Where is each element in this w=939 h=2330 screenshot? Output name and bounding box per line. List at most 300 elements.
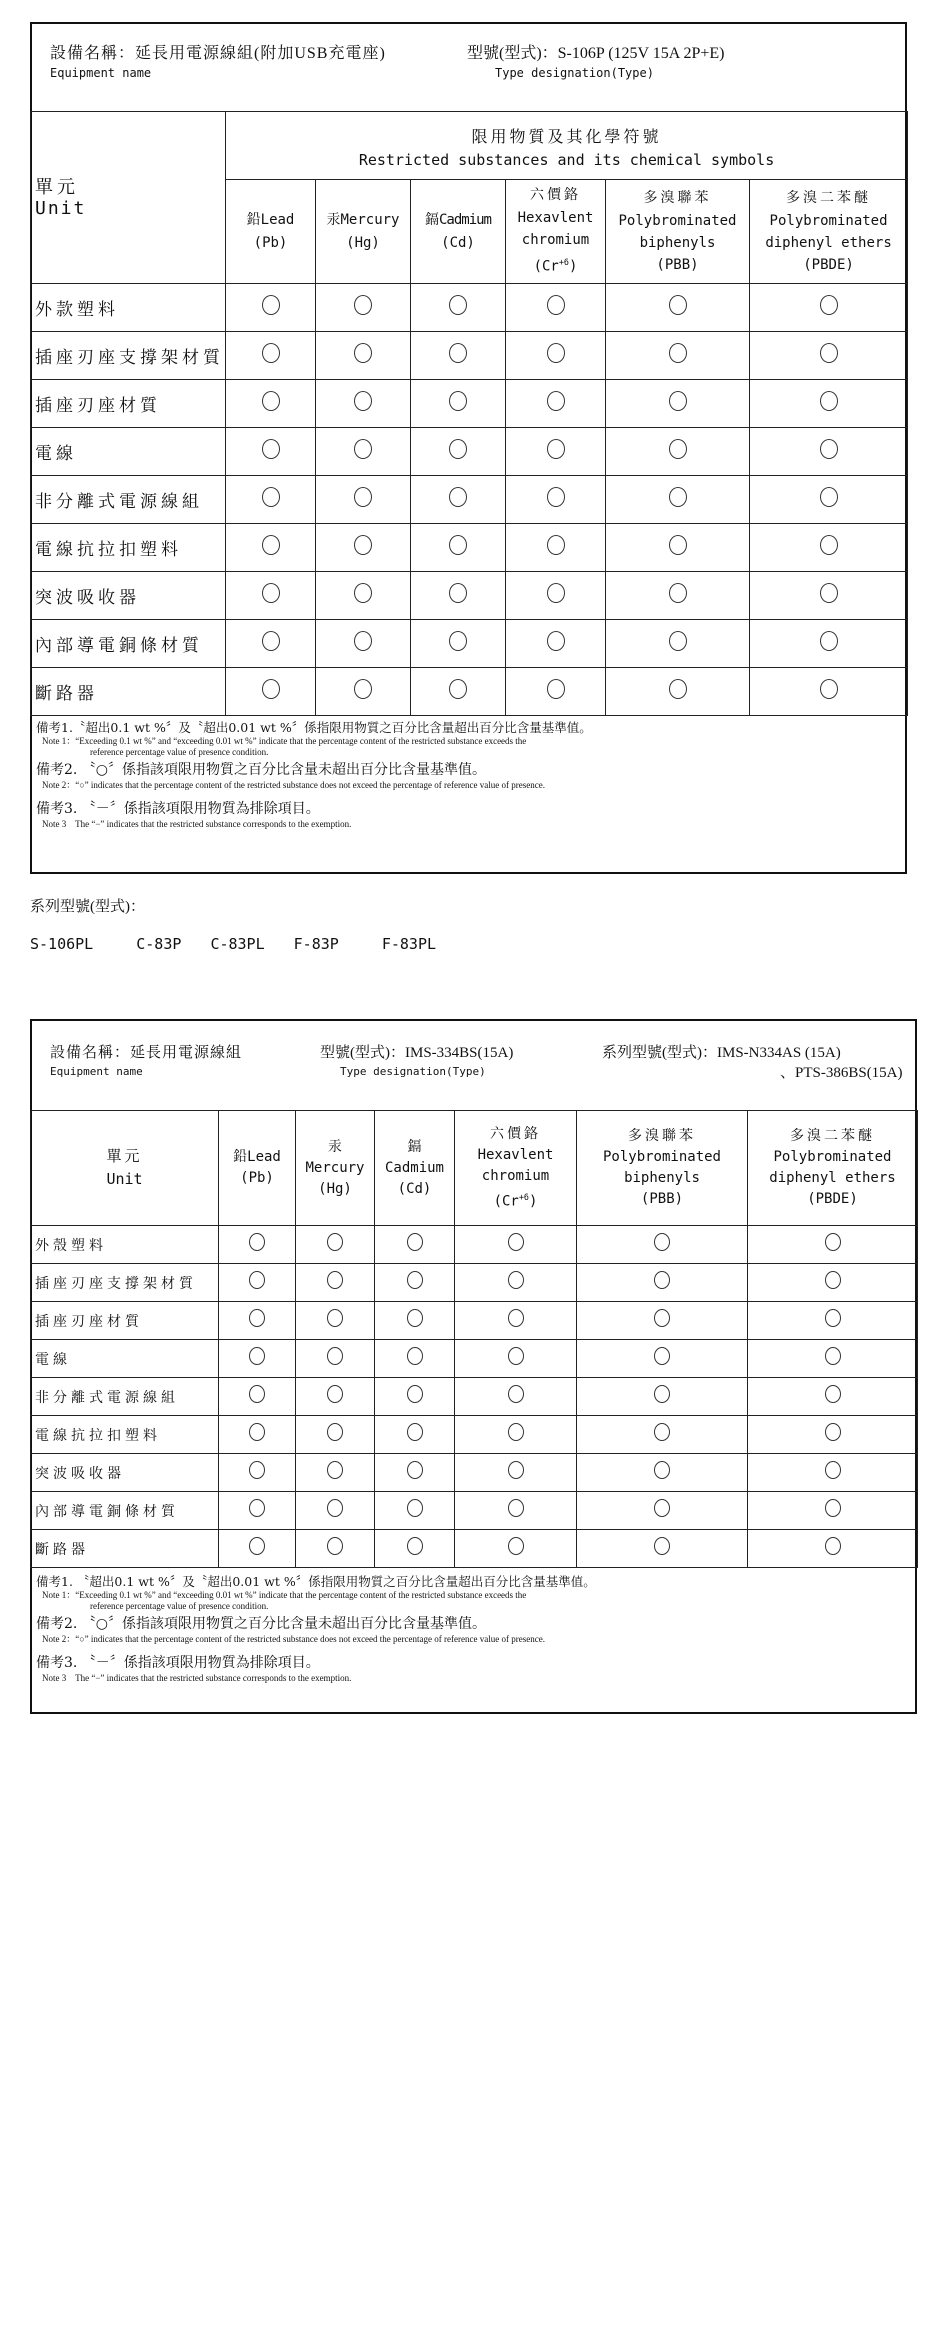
compliance-cell [226, 572, 316, 620]
circle-mark-icon [327, 1271, 343, 1289]
circle-mark-icon [508, 1309, 524, 1327]
compliance-cell [606, 332, 750, 380]
series-model: C-83PL [210, 935, 265, 953]
table-row [31, 284, 908, 332]
unit-name: 非分離式電源線組 [31, 476, 226, 524]
circle-mark-icon [354, 487, 372, 507]
col-pbb: 多溴聯苯 Polybrominated biphenyls (PBB) [606, 180, 750, 284]
circle-mark-icon [547, 343, 565, 363]
type-designation-en: Type designation(Type) [495, 66, 654, 80]
circle-mark-icon [669, 391, 687, 411]
compliance-cell [750, 428, 908, 476]
circle-mark-icon [825, 1233, 841, 1251]
circle-mark-icon [449, 343, 467, 363]
circle-mark-icon [654, 1461, 670, 1479]
note3-cn: 備考3. 〝－〞係指該項限用物質為排除項目。 [36, 1655, 320, 1671]
compliance-cell [506, 524, 606, 572]
circle-mark-icon [249, 1499, 265, 1517]
circle-mark-icon [669, 679, 687, 699]
compliance-cell [219, 1416, 296, 1454]
table-row [31, 668, 908, 716]
unit-name: 突波吸收器 [31, 572, 226, 620]
col-pbde: 多溴二苯醚 Polybrominated diphenyl ethers (PBDE) [748, 1111, 918, 1226]
compliance-cell [226, 620, 316, 668]
circle-mark-icon [449, 679, 467, 699]
note2-en: Note 2：“○” indicates that the percentage content of the restricted substance does not exceed the percentage of reference value of presence. [42, 780, 545, 790]
compliance-cell [748, 1492, 918, 1530]
compliance-cell [506, 620, 606, 668]
circle-mark-icon [249, 1537, 265, 1555]
circle-mark-icon [820, 343, 838, 363]
circle-mark-icon [407, 1309, 423, 1327]
circle-mark-icon [669, 583, 687, 603]
compliance-cell [375, 1264, 455, 1302]
compliance-cell [748, 1302, 918, 1340]
circle-mark-icon [825, 1385, 841, 1403]
compliance-cell [750, 668, 908, 716]
circle-mark-icon [327, 1423, 343, 1441]
table-row [31, 1226, 918, 1264]
substances-title-cn: 限用物質及其化學符號 [471, 128, 662, 146]
circle-mark-icon [249, 1461, 265, 1479]
compliance-cell [219, 1378, 296, 1416]
circle-mark-icon [407, 1271, 423, 1289]
compliance-cell [219, 1454, 296, 1492]
substances-title-en: Restricted substances and its chemical symbols [358, 150, 775, 169]
circle-mark-icon [449, 295, 467, 315]
circle-mark-icon [262, 439, 280, 459]
circle-mark-icon [820, 583, 838, 603]
note2-cn: 備考2. 〝○〞係指該項限用物質之百分比含量未超出百分比含量基準值。 [36, 1616, 487, 1632]
table1-notes [36, 720, 896, 830]
col-lead: 鉛Lead (Pb) [226, 180, 316, 284]
compliance-cell [316, 284, 411, 332]
table1-body [31, 284, 908, 716]
compliance-cell [296, 1378, 375, 1416]
circle-mark-icon [820, 295, 838, 315]
compliance-cell [411, 524, 506, 572]
col-hexavalent-chromium: 六價鉻 Hexavlent chromium $(Cr^{+6})$ [455, 1111, 577, 1226]
compliance-cell [748, 1530, 918, 1568]
circle-mark-icon [669, 631, 687, 651]
series-models [30, 935, 436, 953]
circle-mark-icon [654, 1423, 670, 1441]
circle-mark-icon [449, 583, 467, 603]
circle-mark-icon [508, 1385, 524, 1403]
compliance-cell [316, 428, 411, 476]
compliance-cell [296, 1416, 375, 1454]
circle-mark-icon [820, 391, 838, 411]
col-lead: 鉛Lead (Pb) [219, 1111, 296, 1226]
unit-header [31, 112, 226, 284]
unit-name: 外殼塑料 [31, 1226, 219, 1264]
circle-mark-icon [508, 1271, 524, 1289]
unit-header [31, 1111, 219, 1226]
circle-mark-icon [262, 631, 280, 651]
table-row [31, 1264, 918, 1302]
circle-mark-icon [820, 631, 838, 651]
unit-name: 內部導電銅條材質 [31, 1492, 219, 1530]
unit-name: 外款塑料 [31, 284, 226, 332]
compliance-cell [606, 380, 750, 428]
compliance-cell [455, 1454, 577, 1492]
compliance-cell [455, 1264, 577, 1302]
compliance-cell [577, 1302, 748, 1340]
table2-body [31, 1226, 918, 1568]
type-designation-en: Type designation(Type) [340, 1065, 486, 1078]
compliance-cell [577, 1226, 748, 1264]
circle-mark-icon [825, 1309, 841, 1327]
circle-mark-icon [508, 1347, 524, 1365]
compliance-cell [316, 668, 411, 716]
compliance-cell [606, 284, 750, 332]
unit-header-cn: 單元 [106, 1149, 143, 1165]
note3-cn: 備考3. 〝－〞係指該項限用物質為排除項目。 [36, 801, 320, 817]
compliance-cell [577, 1264, 748, 1302]
compliance-cell [411, 380, 506, 428]
col-mercury: 汞 Mercury (Hg) [296, 1111, 375, 1226]
compliance-cell [750, 476, 908, 524]
circle-mark-icon [547, 487, 565, 507]
compliance-cell [296, 1302, 375, 1340]
unit-name: 插座刃座材質 [31, 380, 226, 428]
compliance-cell [316, 620, 411, 668]
table-row [31, 524, 908, 572]
compliance-cell [375, 1378, 455, 1416]
compliance-cell [219, 1264, 296, 1302]
circle-mark-icon [327, 1499, 343, 1517]
circle-mark-icon [654, 1309, 670, 1327]
compliance-cell [577, 1492, 748, 1530]
note1-en: Note 1：“Exceeding 0.1 wt %” and “exceeding 0.01 wt %” indicate that the percentage content of the restricted substance exceeds the [42, 1590, 527, 1600]
compliance-cell [296, 1492, 375, 1530]
col-cadmium: 鎘 Cadmium (Cd) [375, 1111, 455, 1226]
circle-mark-icon [262, 487, 280, 507]
circle-mark-icon [262, 583, 280, 603]
circle-mark-icon [825, 1461, 841, 1479]
note3-en: Note 3 The “−” indicates that the restricted substance corresponds to the exemption. [42, 819, 352, 829]
circle-mark-icon [354, 631, 372, 651]
circle-mark-icon [407, 1499, 423, 1517]
circle-mark-icon [249, 1309, 265, 1327]
unit-header-en: Unit [35, 197, 87, 219]
circle-mark-icon [449, 535, 467, 555]
compliance-cell [455, 1492, 577, 1530]
compliance-cell [375, 1340, 455, 1378]
circle-mark-icon [249, 1347, 265, 1365]
circle-mark-icon [407, 1461, 423, 1479]
compliance-cell [219, 1302, 296, 1340]
compliance-cell [455, 1416, 577, 1454]
compliance-cell [226, 332, 316, 380]
compliance-cell [748, 1226, 918, 1264]
circle-mark-icon [820, 535, 838, 555]
compliance-cell [226, 668, 316, 716]
compliance-cell [577, 1340, 748, 1378]
type-designation-cn: 型號(型式)：IMS-334BS(15A) [320, 1045, 514, 1061]
series-model: F-83PL [381, 935, 437, 953]
circle-mark-icon [654, 1385, 670, 1403]
equipment-name-en: Equipment name [50, 1065, 143, 1078]
note1-cn: 備考1. 〝超出0.1 wt %〞及〝超出0.01 wt %〞係指限用物質之百分比含量超出百分比含量基準值。 [36, 1574, 596, 1589]
col-mercury: 汞Mercury (Hg) [316, 180, 411, 284]
circle-mark-icon [654, 1233, 670, 1251]
table-row [31, 1302, 918, 1340]
compliance-cell [606, 476, 750, 524]
circle-mark-icon [327, 1385, 343, 1403]
compliance-cell [296, 1226, 375, 1264]
circle-mark-icon [654, 1537, 670, 1555]
compliance-cell [506, 284, 606, 332]
note1-en: Note 1：“Exceeding 0.1 wt %” and “exceeding 0.01 wt %” indicate that the percentage content of the restricted substance exceeds the [42, 736, 527, 746]
circle-mark-icon [825, 1271, 841, 1289]
circle-mark-icon [820, 439, 838, 459]
circle-mark-icon [327, 1233, 343, 1251]
circle-mark-icon [327, 1309, 343, 1327]
table-row [31, 1454, 918, 1492]
unit-header-en: Unit [106, 1170, 143, 1188]
compliance-cell [316, 332, 411, 380]
unit-name: 插座刃座材質 [31, 1302, 219, 1340]
circle-mark-icon [547, 535, 565, 555]
circle-mark-icon [327, 1461, 343, 1479]
compliance-cell [411, 428, 506, 476]
compliance-cell [750, 572, 908, 620]
compliance-cell [750, 524, 908, 572]
col-cadmium: 鎘Cadmium (Cd) [411, 180, 506, 284]
circle-mark-icon [508, 1537, 524, 1555]
circle-mark-icon [508, 1461, 524, 1479]
circle-mark-icon [354, 391, 372, 411]
compliance-cell [411, 476, 506, 524]
equipment-name-cn: 設備名稱：延長用電源線組 [50, 1045, 243, 1061]
circle-mark-icon [354, 583, 372, 603]
circle-mark-icon [249, 1271, 265, 1289]
compliance-cell [226, 284, 316, 332]
series-label: 系列型號(型式)： [30, 899, 145, 915]
circle-mark-icon [449, 487, 467, 507]
circle-mark-icon [669, 439, 687, 459]
compliance-cell [411, 668, 506, 716]
equipment-name-en: Equipment name [50, 66, 152, 80]
circle-mark-icon [669, 295, 687, 315]
unit-name: 斷路器 [31, 668, 226, 716]
circle-mark-icon [262, 535, 280, 555]
circle-mark-icon [654, 1347, 670, 1365]
table-row [31, 572, 908, 620]
note1-en-cont: reference percentage value of presence condition. [90, 747, 269, 757]
compliance-cell [226, 380, 316, 428]
unit-header-cn: 單元 [35, 176, 79, 197]
compliance-cell [226, 428, 316, 476]
compliance-cell [411, 572, 506, 620]
compliance-cell [455, 1378, 577, 1416]
circle-mark-icon [354, 439, 372, 459]
compliance-cell [606, 668, 750, 716]
series-model: C-83P [136, 935, 182, 953]
substances-title [226, 112, 908, 180]
series-designation-cn-2: 、PTS-386BS(15A) [780, 1065, 903, 1081]
circle-mark-icon [508, 1233, 524, 1251]
table-row [31, 332, 908, 380]
circle-mark-icon [262, 391, 280, 411]
circle-mark-icon [407, 1233, 423, 1251]
note3-en: Note 3 The “−” indicates that the restricted substance corresponds to the exemption. [42, 1673, 352, 1683]
col-pbde: 多溴二苯醚 Polybrominated diphenyl ethers (PBDE) [750, 180, 908, 284]
unit-name: 電線 [31, 428, 226, 476]
compliance-cell [411, 332, 506, 380]
series-designation-cn: 系列型號(型式)：IMS-N334AS (15A) [602, 1045, 841, 1061]
compliance-cell [219, 1340, 296, 1378]
unit-name: 斷路器 [31, 1530, 219, 1568]
unit-name: 內部導電銅條材質 [31, 620, 226, 668]
unit-name: 突波吸收器 [31, 1454, 219, 1492]
compliance-cell [506, 332, 606, 380]
compliance-cell [411, 620, 506, 668]
circle-mark-icon [508, 1423, 524, 1441]
compliance-cell [226, 524, 316, 572]
compliance-cell [748, 1416, 918, 1454]
compliance-cell [296, 1454, 375, 1492]
col-hexavalent-chromium: 六價鉻 Hexavlent chromium $(Cr^{+6})$ [506, 180, 606, 284]
compliance-cell [750, 620, 908, 668]
circle-mark-icon [354, 535, 372, 555]
note2-en: Note 2：“○” indicates that the percentage content of the restricted substance does not exceed the percentage of reference value of presence. [42, 1634, 545, 1644]
table-row [31, 1378, 918, 1416]
circle-mark-icon [354, 295, 372, 315]
circle-mark-icon [262, 343, 280, 363]
compliance-cell [316, 380, 411, 428]
table-row [31, 1492, 918, 1530]
circle-mark-icon [249, 1385, 265, 1403]
circle-mark-icon [354, 679, 372, 699]
compliance-cell [375, 1454, 455, 1492]
table2-grid [30, 1110, 918, 1568]
compliance-cell [748, 1264, 918, 1302]
col-pbb: 多溴聯苯 Polybrominated biphenyls (PBB) [577, 1111, 748, 1226]
circle-mark-icon [449, 631, 467, 651]
unit-name: 電線 [31, 1340, 219, 1378]
compliance-cell [748, 1378, 918, 1416]
circle-mark-icon [547, 631, 565, 651]
compliance-cell [375, 1226, 455, 1264]
circle-mark-icon [547, 391, 565, 411]
compliance-cell [506, 668, 606, 716]
circle-mark-icon [825, 1537, 841, 1555]
table-row [31, 1530, 918, 1568]
compliance-cell [506, 428, 606, 476]
circle-mark-icon [654, 1499, 670, 1517]
circle-mark-icon [820, 487, 838, 507]
compliance-cell [606, 572, 750, 620]
compliance-cell [455, 1340, 577, 1378]
compliance-cell [375, 1492, 455, 1530]
circle-mark-icon [669, 487, 687, 507]
circle-mark-icon [669, 535, 687, 555]
series-model: F-83P [293, 935, 339, 953]
circle-mark-icon [262, 295, 280, 315]
table2-notes [36, 1574, 906, 1684]
unit-name: 電線抗拉扣塑料 [31, 1416, 219, 1454]
compliance-cell [455, 1226, 577, 1264]
circle-mark-icon [327, 1537, 343, 1555]
compliance-cell [296, 1264, 375, 1302]
compliance-cell [506, 476, 606, 524]
table1-grid [30, 111, 908, 716]
compliance-cell [506, 572, 606, 620]
table-row [31, 380, 908, 428]
circle-mark-icon [262, 679, 280, 699]
circle-mark-icon [669, 343, 687, 363]
note1-en-cont: reference percentage value of presence condition. [90, 1601, 269, 1611]
compliance-cell [375, 1302, 455, 1340]
table1-header [30, 22, 907, 112]
compliance-cell [750, 332, 908, 380]
compliance-cell [577, 1378, 748, 1416]
circle-mark-icon [407, 1347, 423, 1365]
type-designation-cn: 型號(型式)：S-106P (125V 15A 2P+E) [467, 45, 725, 62]
table2-header [30, 1019, 917, 1111]
circle-mark-icon [327, 1347, 343, 1365]
compliance-cell [219, 1226, 296, 1264]
circle-mark-icon [407, 1423, 423, 1441]
compliance-cell [219, 1530, 296, 1568]
compliance-cell [606, 428, 750, 476]
compliance-cell [375, 1416, 455, 1454]
table-row [31, 428, 908, 476]
compliance-cell [375, 1530, 455, 1568]
series-model: S-106PL [30, 935, 94, 953]
note2-cn: 備考2. 〝○〞係指該項限用物質之百分比含量未超出百分比含量基準值。 [36, 762, 487, 778]
compliance-cell [296, 1530, 375, 1568]
table-row [31, 620, 908, 668]
circle-mark-icon [825, 1347, 841, 1365]
circle-mark-icon [407, 1537, 423, 1555]
unit-name: 非分離式電源線組 [31, 1378, 219, 1416]
circle-mark-icon [354, 343, 372, 363]
circle-mark-icon [820, 679, 838, 699]
compliance-cell [219, 1492, 296, 1530]
compliance-cell [455, 1302, 577, 1340]
unit-name: 插座刃座支撐架材質 [31, 1264, 219, 1302]
compliance-cell [506, 380, 606, 428]
compliance-cell [577, 1416, 748, 1454]
table-row [31, 1340, 918, 1378]
circle-mark-icon [249, 1233, 265, 1251]
compliance-cell [750, 380, 908, 428]
circle-mark-icon [825, 1423, 841, 1441]
compliance-cell [316, 524, 411, 572]
unit-name: 插座刃座支撐架材質 [31, 332, 226, 380]
circle-mark-icon [547, 583, 565, 603]
circle-mark-icon [825, 1499, 841, 1517]
compliance-cell [577, 1454, 748, 1492]
compliance-cell [606, 524, 750, 572]
equipment-name-cn: 設備名稱：延長用電源線組(附加USB充電座) [50, 45, 386, 62]
circle-mark-icon [508, 1499, 524, 1517]
circle-mark-icon [654, 1271, 670, 1289]
compliance-cell [316, 572, 411, 620]
compliance-cell [577, 1530, 748, 1568]
circle-mark-icon [449, 439, 467, 459]
compliance-cell [748, 1340, 918, 1378]
circle-mark-icon [547, 439, 565, 459]
circle-mark-icon [407, 1385, 423, 1403]
compliance-cell [316, 476, 411, 524]
compliance-cell [606, 620, 750, 668]
unit-name: 電線抗拉扣塑料 [31, 524, 226, 572]
compliance-cell [411, 284, 506, 332]
